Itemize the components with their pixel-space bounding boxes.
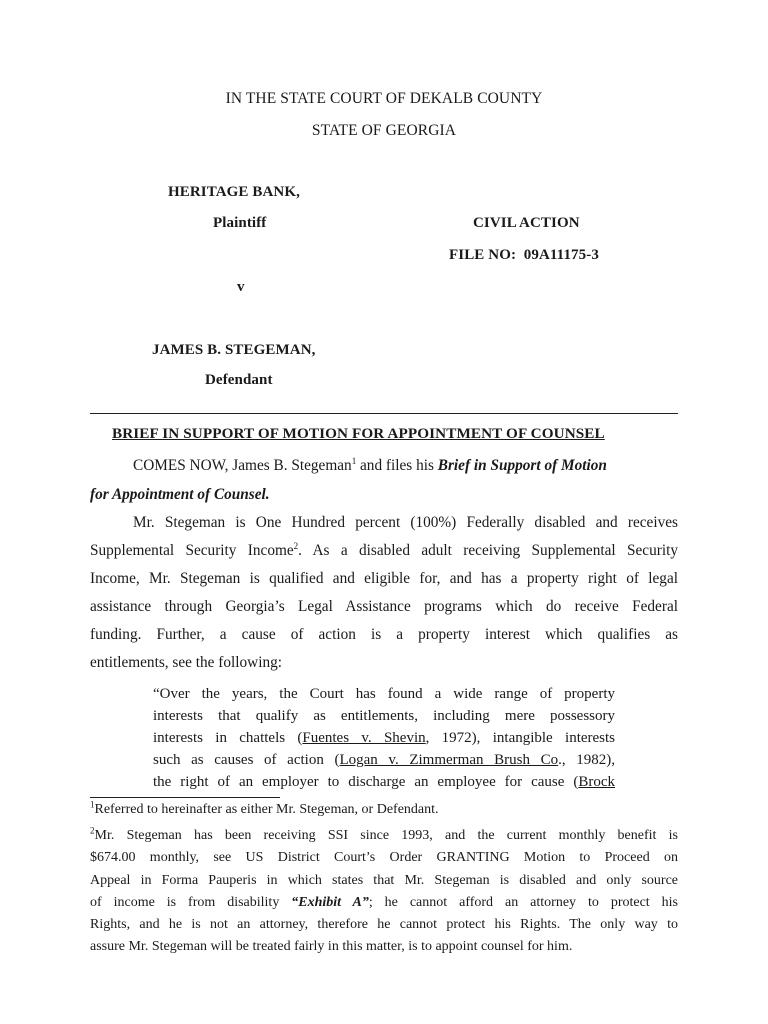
para1-mid: and files his bbox=[356, 457, 438, 474]
footnote-ref-2: 2 bbox=[293, 540, 299, 551]
para2-line4: assistance through Georgia’s Legal Assistance programs which do receive Federal bbox=[90, 598, 678, 615]
quote-line5 bbox=[153, 772, 615, 794]
para2-line2 bbox=[90, 537, 678, 565]
para1-emphasis: Brief in Support of Motion bbox=[437, 457, 607, 474]
court-state: STATE OF GEORGIA bbox=[311, 122, 457, 139]
quote-line4-b: ., 1982), bbox=[558, 752, 615, 768]
footnote-divider bbox=[90, 797, 280, 798]
footnote-2-line5: Rights, and he is not an attorney, therefore he cannot protect his Rights. The only way to bbox=[90, 917, 678, 932]
quote-line1: “Over the years, the Court has found a wide range of property bbox=[153, 686, 615, 702]
defendant-name: JAMES B. STEGEMAN, bbox=[152, 342, 316, 358]
plaintiff-name: HERITAGE BANK, bbox=[168, 184, 300, 200]
footnote-2-line4-a: of income is from disability bbox=[90, 895, 292, 910]
para2-line1: Mr. Stegeman is One Hundred percent (100%) Federally disabled and receives bbox=[133, 514, 678, 531]
footnote-1-mark: 1 bbox=[90, 799, 95, 810]
quote-line3-b: , 1972), intangible interests bbox=[425, 730, 616, 746]
case-type: CIVIL ACTION bbox=[473, 215, 580, 231]
quote-line4-a: such as causes of action ( bbox=[153, 752, 340, 768]
footnote-2-line6: assure Mr. Stegeman will be treated fairly in this matter, is to appoint counsel for him. bbox=[90, 939, 573, 954]
footnote-2-line2: $674.00 monthly, see US District Court’s Order GRANTING Motion to Proceed on bbox=[90, 850, 678, 865]
para1-emphasis-line2: for Appointment of Counsel. bbox=[90, 486, 270, 503]
para1-line2 bbox=[90, 481, 270, 509]
quote-line4 bbox=[153, 750, 615, 772]
para2-line6: entitlements, see the following: bbox=[90, 654, 283, 671]
para1-line1 bbox=[133, 452, 607, 480]
para2-line5: funding. Further, a cause of action is a property interest which qualifies as bbox=[90, 626, 678, 643]
quote-line2: interests that qualify as entitlements, including mere possessory bbox=[153, 708, 615, 724]
defendant-role: Defendant bbox=[205, 372, 273, 388]
footnote-2-mark: 2 bbox=[90, 825, 95, 836]
file-number bbox=[449, 247, 599, 264]
footnote-2-line4 bbox=[90, 892, 678, 915]
quote-line3-a: interests in chattels ( bbox=[153, 730, 303, 746]
footnote-1 bbox=[90, 799, 439, 822]
footnote-ref-1: 1 bbox=[351, 455, 357, 466]
case-citation-fuentes: Fuentes v. Shevin bbox=[302, 730, 426, 746]
versus: v bbox=[237, 279, 245, 295]
file-number-label: FILE NO: bbox=[449, 247, 517, 263]
exhibit-a-reference: “Exhibit A” bbox=[291, 895, 369, 910]
footnote-1-text: Referred to hereinafter as either Mr. Stegeman, or Defendant. bbox=[94, 802, 439, 817]
court-name: IN THE STATE COURT OF DEKALB COUNTY bbox=[225, 90, 543, 107]
para2-line2-b: . As a disabled adult receiving Supplemental Security bbox=[298, 542, 678, 559]
para2-line3: Income, Mr. Stegeman is qualified and eligible for, and has a property right of legal bbox=[90, 570, 678, 587]
footnote-2-line3: Appeal in Forma Pauperis in which states that Mr. Stegeman is disabled and only source bbox=[90, 873, 678, 888]
file-number-value: 09A11175-3 bbox=[523, 247, 599, 263]
footnote-2-line1 bbox=[90, 825, 678, 848]
quote-line5-a: the right of an employer to discharge an employee for cause ( bbox=[153, 774, 579, 790]
case-citation-brock: Brock bbox=[578, 774, 615, 790]
quote-line3 bbox=[153, 728, 615, 750]
footnote-2-text-line1: Mr. Stegeman has been receiving SSI since 1993, and the current monthly benefit is bbox=[94, 828, 678, 843]
footnote-2-line4-b: ; he cannot afford an attorney to protect his bbox=[368, 895, 678, 910]
case-citation-logan: Logan v. Zimmerman Brush Co bbox=[339, 752, 559, 768]
para2-line2-a: Supplemental Security Income bbox=[90, 542, 294, 559]
brief-title: BRIEF IN SUPPORT OF MOTION FOR APPOINTMENT OF COUNSEL bbox=[112, 425, 605, 442]
plaintiff-role: Plaintiff bbox=[213, 215, 267, 231]
caption-divider bbox=[90, 413, 678, 414]
para1-lead: COMES NOW, James B. Stegeman bbox=[133, 457, 352, 474]
